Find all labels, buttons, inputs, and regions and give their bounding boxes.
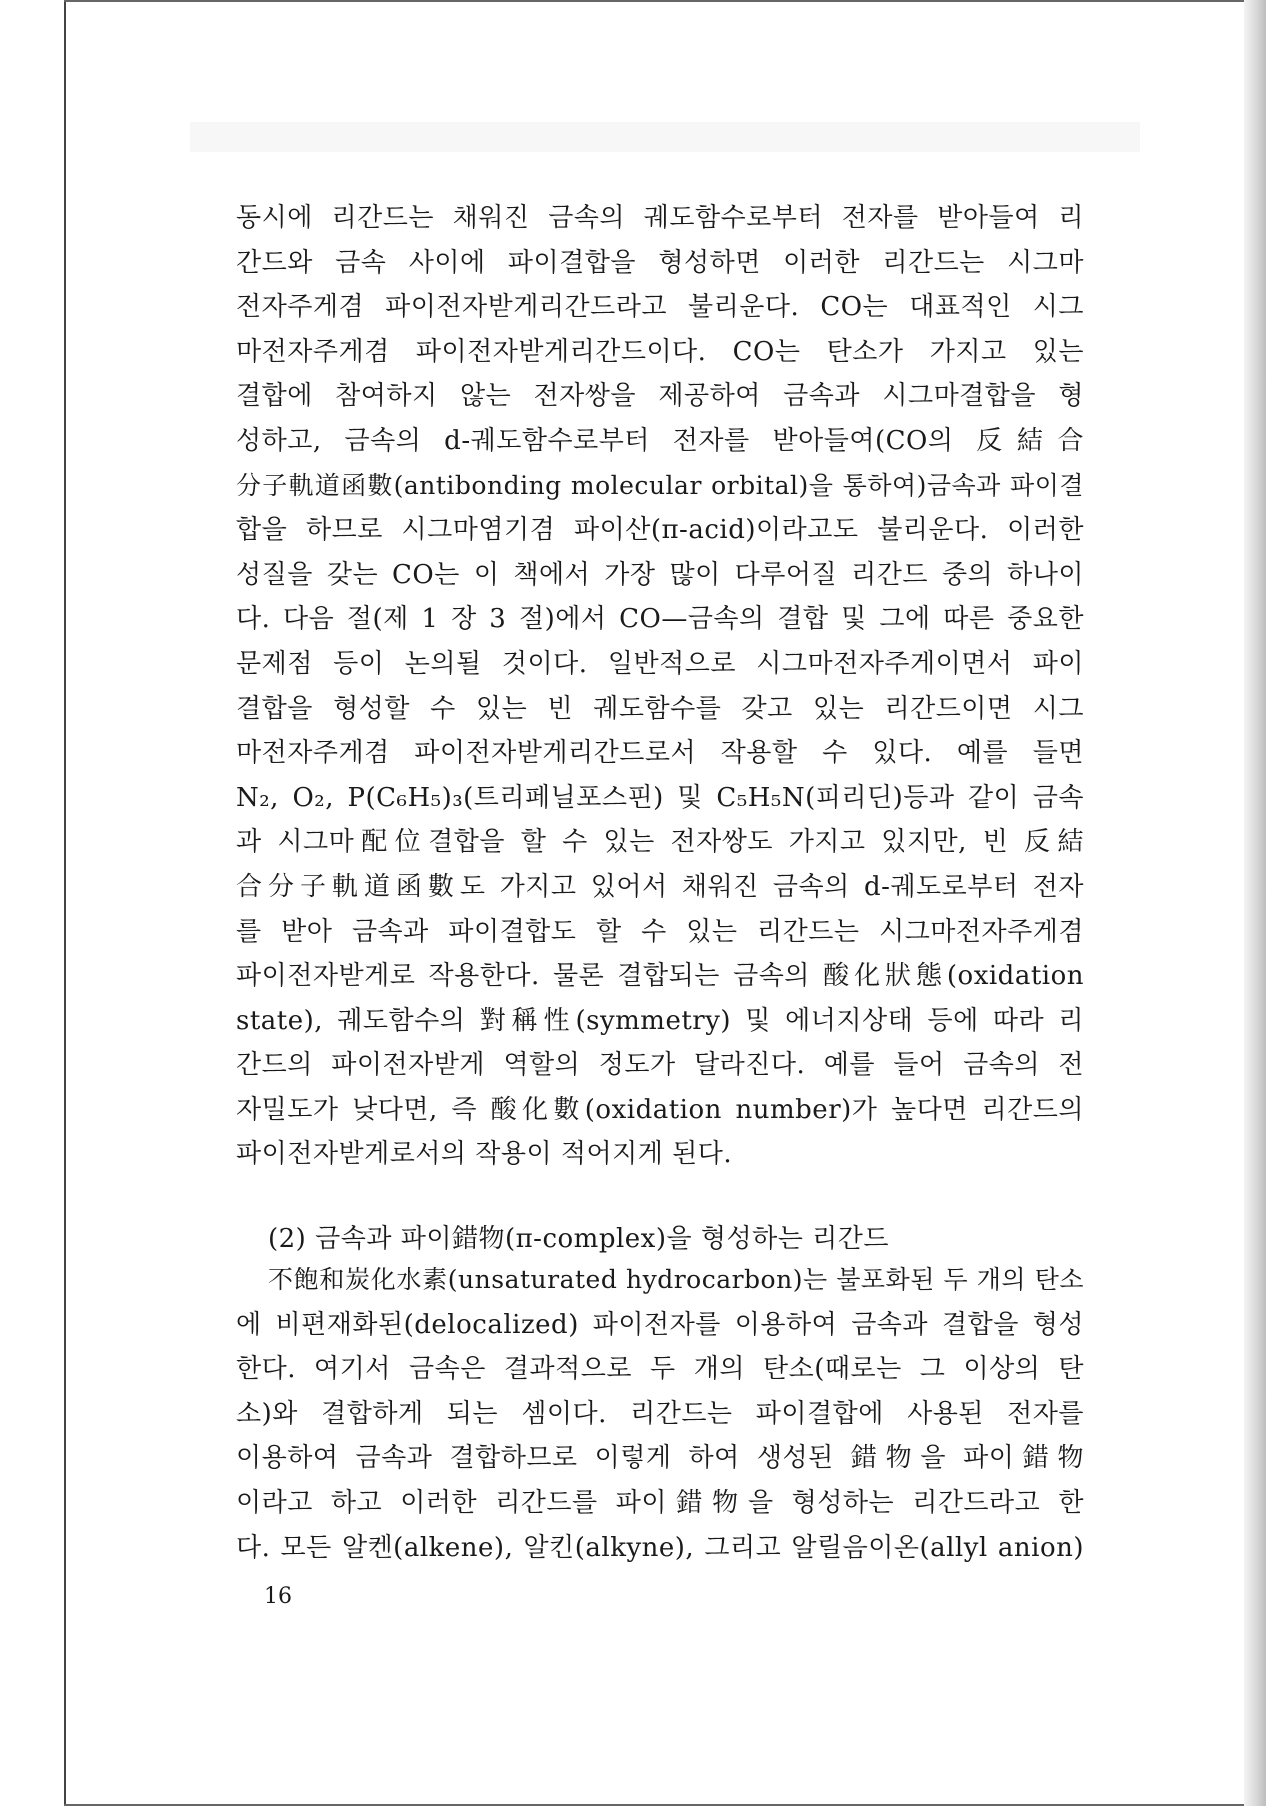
text-line: 성하고, 금속의 d-궤도함수로부터 전자를 받아들여(CO의 反結合 — [236, 425, 1084, 456]
text-line: 파이전자받게로서의 작용이 적어지게 된다. — [236, 1139, 733, 1170]
page-right-shadow — [1244, 0, 1266, 1806]
text-line: 마전자주게겸 파이전자받게리간드이다. CO는 탄소가 가지고 있는 — [236, 336, 1084, 367]
page-top-edge — [64, 0, 1244, 2]
page-left-edge — [64, 0, 66, 1806]
text-line: 결합을 형성할 수 있는 빈 궤도함수를 갖고 있는 리간드이면 시그 — [236, 693, 1084, 724]
paragraph-pi-complex — [236, 1258, 1084, 1570]
text-line: N₂, O₂, P(C₆H₅)₃(트리페닐포스핀) 및 C₅H₅N(피리딘)등과 같이 금속 — [236, 782, 1084, 813]
text-line: 合分子軌道函數도 가지고 있어서 채워진 금속의 d-궤도로부터 전자 — [236, 871, 1084, 902]
text-line: 간드와 금속 사이에 파이결합을 형성하면 이러한 리간드는 시그마 — [236, 247, 1084, 278]
text-line: 다. 모든 알켄(alkene), 알킨(alkyne), 그리고 알릴음이온(allyl anion) — [236, 1532, 1084, 1563]
text-line: 자밀도가 낮다면, 즉 酸化數(oxidation number)가 높다면 리간드의 — [236, 1094, 1084, 1125]
text-line: 합을 하므로 시그마염기겸 파이산(π-acid)이라고도 불리운다. 이러한 — [236, 515, 1084, 546]
text-line: 소)와 결합하게 되는 셈이다. 리간드는 파이결합에 사용된 전자를 — [236, 1398, 1084, 1429]
text-line: 이용하여 금속과 결합하므로 이렇게 하여 생성된 錯物을 파이錯物 — [236, 1443, 1084, 1474]
text-line: 不飽和炭化水素(unsaturated hydrocarbon)는 불포화된 두 개의 탄소 — [268, 1265, 1084, 1294]
section-heading: (2) 금속과 파이錯物(π-complex)을 형성하는 리간드 — [268, 1224, 889, 1254]
text-line: 간드의 파이전자받게 역할의 정도가 달라진다. 예를 들어 금속의 전 — [236, 1050, 1084, 1081]
text-line: 동시에 리간드는 채워진 금속의 궤도함수로부터 전자를 받아들여 리 — [236, 203, 1084, 233]
text-line: 한다. 여기서 금속은 결과적으로 두 개의 탄소(때로는 그 이상의 탄 — [236, 1354, 1084, 1385]
text-line: 이라고 하고 이러한 리간드를 파이錯物을 형성하는 리간드라고 한 — [236, 1487, 1084, 1518]
text-line: 파이전자받게로 작용한다. 물론 결합되는 금속의 酸化狀態(oxidation — [236, 961, 1084, 992]
page-number: 16 — [264, 1584, 292, 1609]
text-line: 마전자주게겸 파이전자받게리간드로서 작용할 수 있다. 예를 들면 — [236, 738, 1084, 769]
text-line: 分子軌道函數(antibonding molecular orbital)을 통하여)금속과 파이결 — [236, 470, 1084, 500]
paragraph-ligand-pi-acceptor — [236, 196, 1084, 1177]
text-line: 과 시그마配位결합을 할 수 있는 전자쌍도 가지고 있지만, 빈 反結 — [236, 827, 1084, 858]
text-line: 다. 다음 절(제 1 장 3 절)에서 CO—금속의 결합 및 그에 따른 중요한 — [236, 604, 1084, 635]
text-line: 에 비편재화된(delocalized) 파이전자를 이용하여 금속과 결합을 형성 — [236, 1309, 1084, 1340]
text-line: 를 받아 금속과 파이결합도 할 수 있는 리간드는 시그마전자주게겸 — [236, 916, 1084, 947]
text-line: 결합에 참여하지 않는 전자쌍을 제공하여 금속과 시그마결합을 형 — [236, 381, 1084, 412]
text-line: 성질을 갖는 CO는 이 책에서 가장 많이 다루어질 리간드 중의 하나이 — [236, 559, 1084, 590]
scan-artifact-band — [190, 122, 1140, 152]
text-line: 전자주게겸 파이전자받게리간드라고 불리운다. CO는 대표적인 시그 — [236, 292, 1084, 323]
text-line: state), 궤도함수의 對稱性(symmetry) 및 에너지상태 등에 따라 리 — [236, 1005, 1084, 1036]
text-line: 문제점 등이 논의될 것이다. 일반적으로 시그마전자주게이면서 파이 — [236, 648, 1084, 679]
